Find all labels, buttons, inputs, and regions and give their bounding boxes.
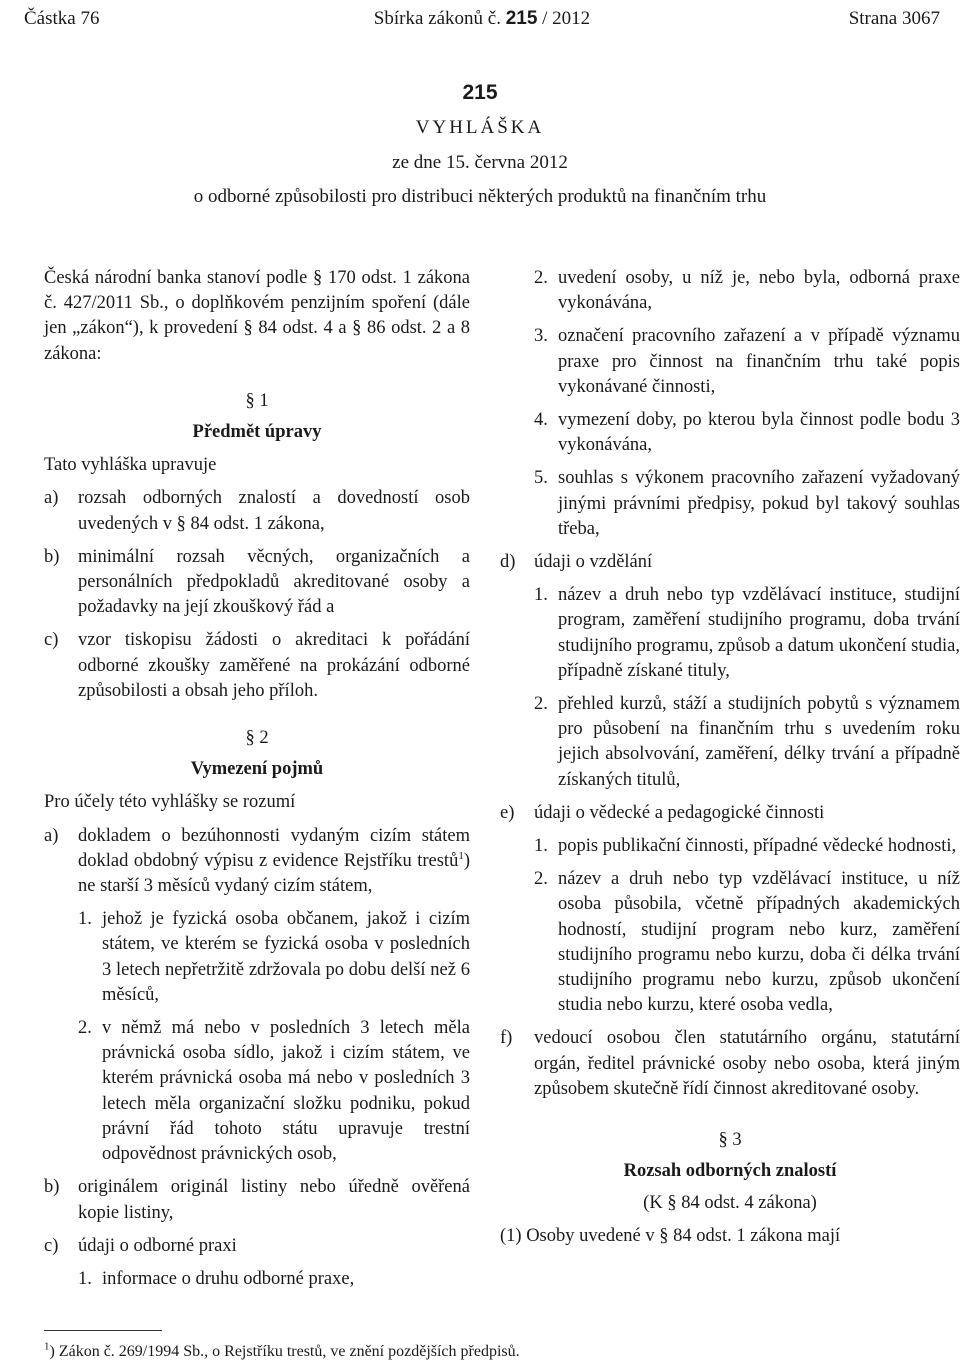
regulation-subject: o odborné způsobilosti pro distribuci některých produktů na finančním trhu <box>193 186 767 207</box>
footnote-mark: 1 <box>44 1340 50 1353</box>
list-item: b) originálem originál listiny nebo úředně ověřená kopie listiny, <box>44 1177 470 1223</box>
section-2-title: Vymezení pojmů <box>190 759 324 780</box>
right-column <box>500 266 960 1249</box>
header-issue: Částka 76 <box>24 8 100 29</box>
section-1-title: Předmět úpravy <box>192 422 322 443</box>
section-3-title: Rozsah odborných znalostí <box>623 1161 837 1182</box>
list-subitem: 2. uvedení osoby, u níž je, nebo byla, odborná praxe vykonávána, <box>534 268 960 314</box>
header-collection: Sbírka zákonů č. 215 / 2012 <box>373 8 591 29</box>
list-item: a) dokladem o bezúhonnosti vydaným cizím státem doklad obdobný výpisu z evidence Rejstříku trestů$^1$) ne starší 3 měsíců vydaný cizím státem, <box>44 825 470 897</box>
list-item: a) rozsah odborných znalostí a dovedností osob uvedených v § 84 odst. 1 zákona, <box>44 488 470 534</box>
page-header <box>24 4 940 34</box>
footnote <box>44 1341 520 1363</box>
section-1-number: § 1 <box>245 390 269 411</box>
list-item: c) vzor tiskopisu žádosti o akreditaci k pořádání odborné zkoušky zaměřené na prokázání odborné způsobilosti a obsah jeho příloh. <box>44 630 470 701</box>
section-3-reference: (K § 84 odst. 4 zákona) <box>643 1192 817 1213</box>
list-item: d) údaji o vzdělání <box>500 552 653 573</box>
left-column <box>44 266 470 1292</box>
regulation-number: 215 <box>462 81 498 104</box>
section-2-number: § 2 <box>245 728 269 749</box>
intro-paragraph: Česká národní banka stanoví podle § 170 odst. 1 zákona č. 427/2011 Sb., o doplňkovém penzijním spoření (dále jen „zákon“), k provedení § 84 odst. 4 a § 86 odst. 2 a 8 zákona: <box>44 268 470 364</box>
footnote-reference[interactable]: 1 <box>458 849 464 862</box>
footnote-text: ) Zákon č. 269/1994 Sb., o Rejstříku trestů, ve znění pozdějších předpisů. <box>49 1343 520 1360</box>
footnote-divider <box>44 1330 162 1331</box>
list-subitem: 1. popis publikační činnosti, případné vědecké hodnosti, <box>534 836 957 857</box>
list-subitem: 3. označení pracovního zařazení a v případě významu praxe pro činnost na finančním trhu také popis vykonávané činnosti, <box>534 326 960 397</box>
list-item: e) údaji o vědecké a pedagogické činnosti <box>500 802 825 823</box>
list-subitem: 2. přehled kurzů, stáží a studijních pobytů s významem pro působení na finančním trhu s uvedením roku jejich absolvování, zaměření, délky trvání a případně získaných titulů, <box>534 694 960 790</box>
list-subitem: 4. vymezení doby, po kterou byla činnost podle bodu 3 vykonávána, <box>534 410 960 456</box>
section-3-number: § 3 <box>718 1130 742 1151</box>
section-2-lead: Pro účely této vyhlášky se rozumí <box>44 792 296 813</box>
list-subitem: 2. v němž má nebo v posledních 3 letech měla právnická osoba sídlo, jakož i cizím státem, ve kterém právnická osoba má nebo v posledních 3 letech měla organizační složku podniku, pokud právní řád tohoto státu upravuje trestní odpovědnost právnických osob, <box>78 1018 470 1165</box>
list-item: f) vedoucí osobou člen statutárního orgánu, statutární orgán, ředitel právnické osoby nebo osoba, která jiným způsobem skutečně řídí činnost akreditované osoby. <box>500 1028 960 1099</box>
document-title <box>0 76 960 214</box>
section-3-paragraph-1: (1) Osoby uvedené v § 84 odst. 1 zákona mají <box>500 1225 841 1246</box>
header-page-number: Strana 3067 <box>848 8 940 29</box>
list-subitem: 2. název a druh nebo typ vzdělávací instituce, u níž osoba působila, včetně případných akademických hodností, studijní program nebo kurz, zaměření studijního programu nebo kurzu, doba či délka trvání studijního programu nebo kurzu, způsob ukončení studia nebo kurzu, které osoba vedla, <box>534 869 960 1016</box>
regulation-kind: VYHLÁŠKA <box>415 117 545 138</box>
list-item: c) údaji o odborné praxi <box>44 1235 237 1256</box>
list-subitem: 1. jehož je fyzická osoba občanem, jakož i cizím státem, ve kterém se fyzická osoba v posledních 3 letech nepřetržitě zdržovala po dobu delší než 6 měsíců, <box>78 909 470 1005</box>
list-subitem: 1. název a druh nebo typ vzdělávací instituce, studijní program, zaměření studijního programu, doba trvání studijního programu, způsob a datum ukončení studia, případně získané tituly, <box>534 585 960 681</box>
list-subitem: 5. souhlas s výkonem pracovního zařazení vyžadovaný jinými právními předpisy, pokud byl takový souhlas třeba, <box>534 468 960 539</box>
list-subitem: 1. informace o druhu odborné praxe, <box>78 1268 355 1289</box>
section-1-lead: Tato vyhláška upravuje <box>44 455 217 476</box>
list-item: b) minimální rozsah věcných, organizačních a personálních předpokladů akreditované osoby a požadavky na její zkouškový řád a <box>44 546 470 618</box>
regulation-date: ze dne 15. června 2012 <box>392 152 568 173</box>
